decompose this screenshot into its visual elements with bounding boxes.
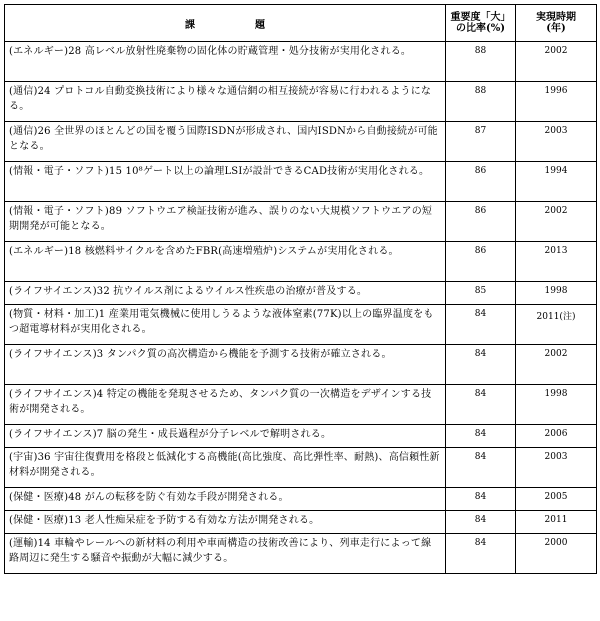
theme-cell: (ライフサイエンス)32 抗ウイルス剤によるウイルス性疾患の治療が普及する。 bbox=[5, 282, 446, 305]
header-ratio bbox=[446, 5, 516, 42]
year-cell: 2000 bbox=[516, 534, 597, 574]
theme-cell: (ライフサイエンス)7 脳の発生・成長過程が分子レベルで解明される。 bbox=[5, 425, 446, 448]
table-row bbox=[5, 511, 597, 534]
theme-cell: (エネルギー)18 核燃料サイクルを含めたFBR(高速増殖炉)システムが実用化される。 bbox=[5, 242, 446, 282]
theme-cell: (保健・医療)13 老人性痴呆症を予防する有効な方法が開発される。 bbox=[5, 511, 446, 534]
theme-cell: (宇宙)36 宇宙往復費用を格段と低減化する高機能(高比強度、高比弾性率、耐熱)、高信頼性新材料が開発される。 bbox=[5, 448, 446, 488]
header-time-line2: (年) bbox=[546, 23, 566, 34]
ratio-cell: 84 bbox=[446, 488, 516, 511]
ratio-cell: 84 bbox=[446, 511, 516, 534]
year-cell: 2011(注) bbox=[516, 305, 597, 345]
table-row bbox=[5, 345, 597, 385]
ratio-cell: 84 bbox=[446, 385, 516, 425]
table-row bbox=[5, 385, 597, 425]
table-row bbox=[5, 488, 597, 511]
year-cell: 2002 bbox=[516, 345, 597, 385]
header-ratio-line2: の比率(%) bbox=[456, 23, 505, 34]
year-cell: 2002 bbox=[516, 42, 597, 82]
table-row bbox=[5, 122, 597, 162]
theme-cell: (通信)26 全世界のほとんどの国を覆う国際ISDNが形成され、国内ISDNから自動接続が可能となる。 bbox=[5, 122, 446, 162]
theme-cell: (ライフサイエンス)4 特定の機能を発現させるため、タンパク質の一次構造をデザインする技術が開発される。 bbox=[5, 385, 446, 425]
table-row bbox=[5, 202, 597, 242]
theme-cell: (物質・材料・加工)1 産業用電気機械に使用しうるような液体窒素(77K)以上の臨界温度をもつ超電導材料が実用化される。 bbox=[5, 305, 446, 345]
ratio-cell: 84 bbox=[446, 425, 516, 448]
table-row bbox=[5, 448, 597, 488]
ratio-cell: 84 bbox=[446, 345, 516, 385]
ratio-cell: 85 bbox=[446, 282, 516, 305]
table-row bbox=[5, 305, 597, 345]
year-cell: 1996 bbox=[516, 82, 597, 122]
year-cell: 2003 bbox=[516, 448, 597, 488]
table-row bbox=[5, 282, 597, 305]
theme-cell: (エネルギー)28 高レベル放射性廃棄物の固化体の貯蔵管理・処分技術が実用化される。 bbox=[5, 42, 446, 82]
ratio-cell: 84 bbox=[446, 534, 516, 574]
table-row bbox=[5, 42, 597, 82]
ratio-cell: 84 bbox=[446, 305, 516, 345]
table-row bbox=[5, 162, 597, 202]
header-time bbox=[516, 5, 597, 42]
table-row bbox=[5, 425, 597, 448]
theme-cell: (運輸)14 車輪やレールへの新材料の利用や車両構造の技術改善により、列車走行によって線路周辺に発生する騒音や振動が大幅に減少する。 bbox=[5, 534, 446, 574]
year-cell: 2005 bbox=[516, 488, 597, 511]
ratio-cell: 86 bbox=[446, 162, 516, 202]
year-cell: 2011 bbox=[516, 511, 597, 534]
ratio-cell: 88 bbox=[446, 82, 516, 122]
table-row bbox=[5, 534, 597, 574]
theme-cell: (ライフサイエンス)3 タンパク質の高次構造から機能を予測する技術が確立される。 bbox=[5, 345, 446, 385]
header-ratio-line1: 重要度「大」 bbox=[450, 12, 511, 23]
year-cell: 2013 bbox=[516, 242, 597, 282]
ratio-cell: 88 bbox=[446, 42, 516, 82]
ratio-cell: 84 bbox=[446, 448, 516, 488]
ratio-cell: 86 bbox=[446, 202, 516, 242]
table-row bbox=[5, 242, 597, 282]
forecast-table bbox=[4, 4, 597, 574]
table-row bbox=[5, 82, 597, 122]
theme-cell: (通信)24 プロトコル自動変換技術により様々な通信網の相互接続が容易に行われるようになる。 bbox=[5, 82, 446, 122]
year-cell: 2006 bbox=[516, 425, 597, 448]
year-cell: 1998 bbox=[516, 282, 597, 305]
header-time-line1: 実現時期 bbox=[536, 12, 576, 23]
header-theme: 課題 bbox=[5, 5, 446, 42]
ratio-cell: 87 bbox=[446, 122, 516, 162]
header-row bbox=[5, 5, 597, 42]
ratio-cell: 86 bbox=[446, 242, 516, 282]
theme-cell: (保健・医療)48 がんの転移を防ぐ有効な手段が開発される。 bbox=[5, 488, 446, 511]
theme-cell: (情報・電子・ソフト)89 ソフトウエア検証技術が進み、誤りのない大規模ソフトウエアの短期開発が可能となる。 bbox=[5, 202, 446, 242]
year-cell: 1998 bbox=[516, 385, 597, 425]
theme-cell: (情報・電子・ソフト)15 10⁸ゲート以上の論理LSIが設計できるCAD技術が実用化される。 bbox=[5, 162, 446, 202]
year-cell: 2003 bbox=[516, 122, 597, 162]
year-cell: 2002 bbox=[516, 202, 597, 242]
year-cell: 1994 bbox=[516, 162, 597, 202]
